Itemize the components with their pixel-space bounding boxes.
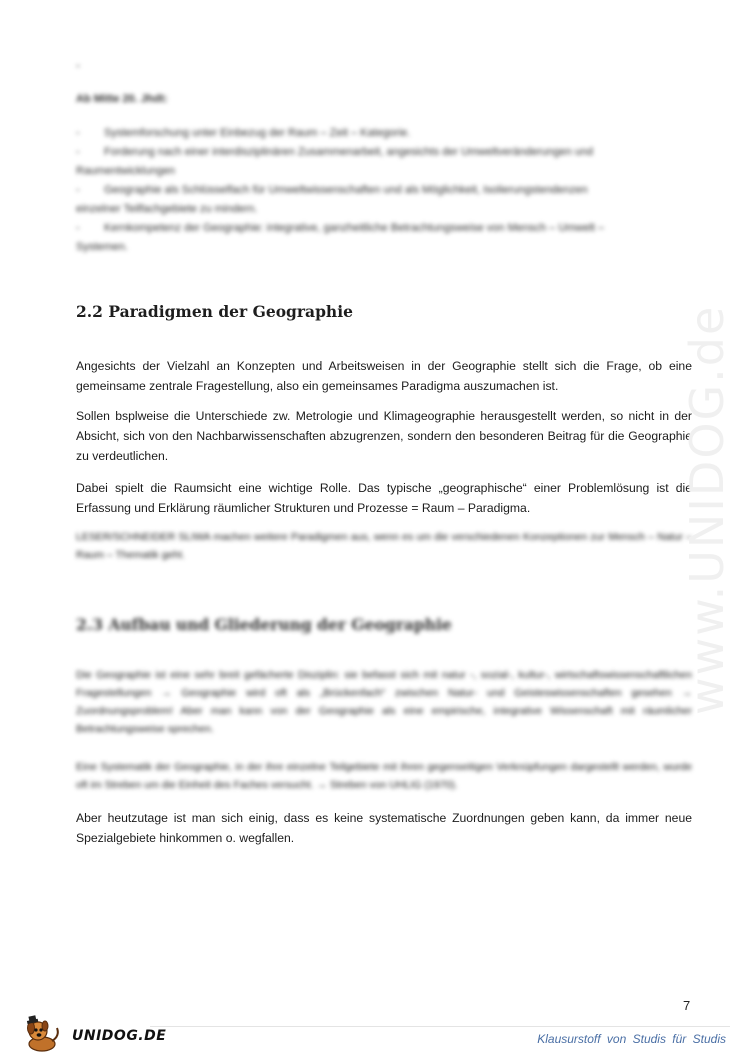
list-item [76,181,692,200]
blurred-paragraph: Eine Systematik der Geographie, in der ihre einzelne Teilgebiete mit ihren gegenseitigen Verknüpfungen dargestellt werden, wurde oft im Streben um die Einheit des Faches versucht. → Streben von UHLIG (1970). [76,761,692,791]
footer-tagline: Klausurstoff von Studis für Studis [537,1032,726,1046]
bullet-list [76,124,692,257]
list-item [76,124,692,143]
paragraph: Aber heutzutage ist man sich einig, dass es keine systematische Zuordnungen geben kann, da immer neue Spezialgebiete hinkommen o. wegfallen. [76,811,692,845]
bullet-text: Kernkompetenz der Geographie: integrative, ganzheitliche Betrachtungsweise von Mensch – Umwelt – [104,222,605,234]
blurred-paragraph: Die Geographie ist eine sehr breit gefächerte Disziplin: sie befasst sich mit natur -, sozial-, kultur-, wirtschaftswissenschaftlichen Fragestellungen → Geographie wird oft als „Brückenfach“ zwischen Natur- und Geisteswissenschaften gesehen → Zuordnungsproblem! Aber man kann von der Geographie als eine empirische, integrative Wissenschaft mit räumlicher Betrachtungsweise sprechen. [76,669,692,735]
bullet-text: Systemforschung unter Einbezug der Raum – Zeit – Kategorie. [104,127,411,139]
list-item [76,143,692,162]
paragraph: Angesichts der Vielzahl an Konzepten und Arbeitsweisen in der Geographie stellt sich die Frage, ob eine gemeinsame zentrale Fragestellung, also ein gemeinsames Paradigma auszumachen ist. [76,359,692,393]
section-subheading: Ab Mitte 20. Jhdt: [76,93,168,105]
bullet-dash: - [76,184,80,196]
footer-divider [150,1026,730,1027]
bullet-dash: - [76,127,80,139]
bullet-continuation: einzelner Teilfachgebiete zu mindern. [76,203,258,215]
page-number: 7 [683,998,691,1013]
dog-mascot-icon [22,1014,62,1054]
logo-text: UNIDOG.DE [72,1028,167,1044]
bullet-continuation: Systemen. [76,241,128,253]
bullet-dash: - [76,146,80,158]
stray-dash: - [76,58,80,72]
watermark: www.UNIDOG.de [680,304,734,716]
paragraph: Dabei spielt die Raumsicht eine wichtige Rolle. Das typische „geographische“ einer Problemlösung ist die Erfassung und Erklärung räumlicher Strukturen und Prozesse = Raum – Paradigma. [76,481,692,515]
bullet-dash: - [76,222,80,234]
blurred-paragraph: LESER/SCHNEIDER SLIWA machen weitere Paradigmen aus, wenn es um die verschiedenen Konzeptionen zur Mensch – Natur – Raum – Thematik geht. [76,531,692,561]
section-heading-2-3: 2.3 Aufbau und Gliederung der Geographie [76,615,452,634]
bullet-continuation: Raumentwicklungen [76,165,176,177]
paragraph: Sollen bsplweise die Unterschiede zw. Metrologie und Klimageographie herausgestellt werden, so nicht in der Absicht, sich von den Nachbarwissenschaften abzugrenzen, sondern den besonderen Beitrag für die Geographie zu verdeutlichen. [76,409,692,463]
bullet-text: Forderung nach einer interdisziplinären Zusammenarbeit, angesichts der Umweltveränderungen und [104,146,594,158]
section-heading-2-2: 2.2 Paradigmen der Geographie [76,302,353,321]
unidog-logo [22,1014,167,1054]
bullet-text: Geographie als Schlüsselfach für Umweltwissenschaften und als Möglichkeit, Isolierungstendenzen [104,184,588,196]
list-item [76,219,692,238]
